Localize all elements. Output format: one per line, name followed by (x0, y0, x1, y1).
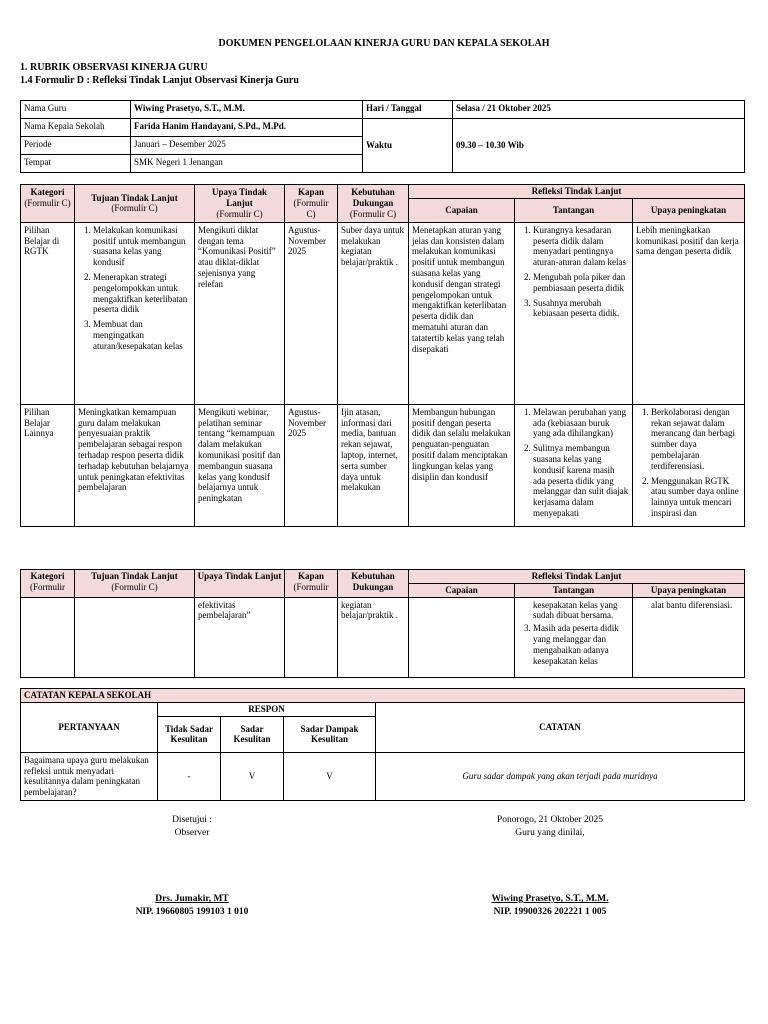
row1-capaian: Menetapkan aturan yang jelas dan konsisten dalam melakukan komunikasi positif untuk membangun suasana kelas yang kondusif dengan strategi pengelompokan untuk mengaktifkan keterlibatan peserta didik dan mematuhi aturan dan tatatertib kelas yang telah disepakati (409, 222, 515, 404)
row1-peningkatan: Lebih meningkatkan komunikasi positif dan kerja sama dengan peserta didik (633, 222, 745, 404)
header-upaya-peningkatan: Upaya peningkatan (633, 583, 745, 597)
place-date: Ponorogo, 21 Oktober 2025 (496, 815, 604, 825)
header-capaian: Capaian (409, 583, 515, 597)
sadar-dampak-header: Sadar Dampak Kesulitan (284, 716, 376, 752)
list-item: 2. Menggunakan RGTK atau sumber daya online lainnya untuk mencari inspirasi dan (651, 476, 741, 519)
header-refleksi: Refleksi Tindak Lanjut (409, 570, 745, 584)
row2-kategori: Pilihan Belajar Lainnya (21, 404, 75, 526)
kepala-value: Farida Hanim Handayani, S.Pd., M.Pd. (131, 119, 363, 137)
header-kapan: Kapan (Formulir C) (285, 185, 338, 223)
refleksi-table-continued (20, 569, 745, 678)
header-upaya: Upaya Tindak Lanjut (195, 570, 285, 598)
pertanyaan-text: Bagaimana upaya guru melakukan refleksi untuk menyadari kesulitannya dalam peningkatan pembelajaran? (21, 752, 158, 800)
row1-upaya: Mengikuti diklat dengan tema “Komunikasi Positif” atau diklat-diklat sejenisnya yang relefan (195, 222, 285, 404)
list-item: 3. Membuat dan mengingatkan aturan/kesepakatan kelas (93, 319, 191, 351)
nama-guru-value: Wiwing Prasetyo, S.T., M.M. (131, 101, 363, 119)
header-refleksi: Refleksi Tindak Lanjut (409, 185, 745, 199)
row1-kategori: Pilihan Belajar di RGTK (21, 222, 75, 404)
catatan-header: CATATAN (376, 703, 745, 753)
info-table (20, 100, 745, 173)
row3-tantangan (515, 597, 633, 677)
row1-kapan: Agustus-November 2025 (285, 222, 338, 404)
header-kebutuhan: Kebutuhan Dukungan (338, 570, 409, 598)
observer-label: Observer (174, 828, 210, 838)
row3-kapan (285, 597, 338, 677)
header-capaian: Capaian (409, 198, 515, 222)
header-upaya: Upaya Tindak Lanjut (Formulir C) (195, 185, 285, 223)
respon-header: RESPON (158, 703, 376, 717)
catatan-table (20, 688, 745, 801)
kepala-label: Nama Kepala Sekolah (21, 119, 131, 137)
observer-name: Drs. Jumakir, MT (155, 894, 229, 904)
pertanyaan-header: PERTANYAAN (21, 703, 158, 753)
hari-value: Selasa / 21 Oktober 2025 (453, 101, 745, 119)
response-sadar: V (221, 752, 284, 800)
header-kebutuhan: Kebutuhan Dukungan (Formulir C) (338, 185, 409, 223)
document-title: DOKUMEN PENGELOLAAN KINERJA GURU DAN KEPALA SEKOLAH (218, 38, 550, 49)
section-subheading: 1.4 Formulir D : Refleksi Tindak Lanjut Observasi Kinerja Guru (20, 75, 299, 86)
row2-tujuan: Meningkatkan kemampuan guru dalam melakukan penyesuaian praktik pembelajaran sebagai respon terhadap respon peserta didik terhadap kebutuhan belajarnya untuk peningkatan efektivitas pembelajaran (75, 404, 195, 526)
row3-peningkatan (633, 597, 745, 677)
teacher-label: Guru yang dinilai, (515, 828, 585, 838)
waktu-label: Waktu (363, 119, 453, 173)
row2-kapan: Agustus-November 2025 (285, 404, 338, 526)
row2-kebutuhan: Ijin atasan, informasi dari media, bantuan rekan sejawat, laptop, internet, serta sumber daya untuk melakukan (338, 404, 409, 526)
row2-upaya: Mengikuti webinar, pelatihan seminar tentang “kemampuan dalam melakukan komunikasi positif dan membangun suasana kelas yang kondusif belajarnya untuk peningkatan (195, 404, 285, 526)
list-item: 2. Sulitnya membangun suasana kelas yang kondusif karena masih ada peserta didik yang melanggar dan sulit diajak kerjasama dalam menyepakati (533, 443, 629, 519)
header-tantangan: Tantangan (515, 583, 633, 597)
list-item: 2. Mengubah pola piker dan pembiasaan peserta didik (533, 272, 629, 294)
peningkatan-continued: alat bantu diferensiasi. (651, 599, 733, 610)
row2-peningkatan (633, 404, 745, 526)
row1-tujuan (75, 222, 195, 404)
periode-value: Januari – Desember 2025 (131, 137, 363, 155)
teacher-name: Wiwing Prasetyo, S.T., M.M. (491, 894, 609, 904)
catatan-text: Guru sadar dampak yang akan terjadi pada muridnya (376, 752, 745, 800)
catatan-title: CATATAN KEPALA SEKOLAH (21, 689, 745, 703)
header-tujuan: Tujuan Tindak Lanjut (Formulir C) (75, 185, 195, 223)
teacher-nip: NIP. 19900326 202221 1 005 (493, 907, 607, 917)
header-tantangan: Tantangan (515, 198, 633, 222)
tantangan-continued: kesepakatan kelas yang sudah dibuat bersama. (533, 599, 618, 621)
nama-guru-label: Nama Guru (21, 101, 131, 119)
list-item: 3. Masih ada peserta didik yang melanggar dan mengabaikan adanya kesepakatan kelas (533, 623, 629, 666)
row3-kebutuhan: kegiatan belajar/praktik . (338, 597, 409, 677)
waktu-value: 09.30 – 10.30 Wib (453, 119, 745, 173)
list-item: 1. Berkolaborasi dengan rekan sejawat dalam merancang dan berbagi sumber daya pembelajaran terdiferensiasi. (651, 407, 741, 472)
row2-tantangan (515, 404, 633, 526)
section-heading: 1. RUBRIK OBSERVASI KINERJA GURU (20, 62, 208, 73)
periode-label: Periode (21, 137, 131, 155)
row1-kebutuhan: Suber daya untuk melakukan kegiatan belajar/praktik . (338, 222, 409, 404)
response-tidak-sadar: - (158, 752, 221, 800)
header-kapan: Kapan (Formulir (285, 570, 338, 598)
row3-upaya: efektivitas pembelajaran” (195, 597, 285, 677)
row3-tujuan (75, 597, 195, 677)
row2-capaian: Membangun hubungan positif dengan peserta didik dan selalu melakukan penguatan-penguatan positif dalam menciptakan lingkungan kelas yang disiplin dan kondusif (409, 404, 515, 526)
tempat-value: SMK Negeri 1 Jenangan (131, 155, 363, 173)
list-item: 2. Menerapkan strategi pengelompokkan untuk mengaktifkan keterlibatan peserta didik (93, 272, 191, 315)
observer-nip: NIP. 19660805 199103 1 010 (135, 907, 249, 917)
row3-kategori (21, 597, 75, 677)
list-item: 3. Susahnya merubah kebiasaan peserta didik. (533, 298, 629, 320)
header-upaya-peningkatan: Upaya peningkatan (633, 198, 745, 222)
hari-label: Hari / Tanggal (363, 101, 453, 119)
tempat-label: Tempat (21, 155, 131, 173)
list-item: 1. Kurangnya kesadaran peserta didik dalam menyadari pentingnya aturan-aturan dalam kelas (533, 225, 629, 268)
approved-label: Disetujui : (172, 815, 212, 825)
refleksi-table (20, 184, 745, 527)
sadar-header: Sadar Kesulitan (221, 716, 284, 752)
list-item: 1. Melakukan komunikasi positif untuk membangun suasana kelas yang kondusif (93, 225, 191, 268)
row3-capaian (409, 597, 515, 677)
header-kategori: Kategori (Formulir (21, 570, 75, 598)
header-tujuan: Tujuan Tindak Lanjut (Formulir C) (75, 570, 195, 598)
list-item: 1. Melawan perubahan yang ada (kebiasaan buruk yang ada dihilangkan) (533, 407, 629, 439)
row1-tantangan (515, 222, 633, 404)
response-sadar-dampak: V (284, 752, 376, 800)
tidak-sadar-header: Tidak Sadar Kesulitan (158, 716, 221, 752)
header-kategori: Kategori (Formulir C) (21, 185, 75, 223)
